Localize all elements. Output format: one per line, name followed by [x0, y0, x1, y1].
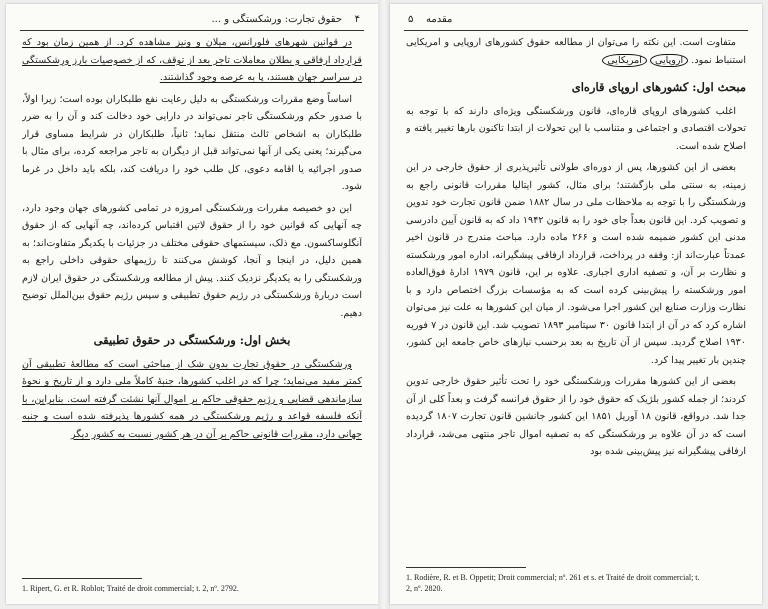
intro-text: متفاوت است. این نکته را می‌توان از مطالعه حقوق کشورهای اروپایی و امریکایی استنباط نمود. [406, 37, 746, 66]
paragraph: بعضی از این کشورها مقررات ورشکستگی خود را تحت تأثیر حقوق خارجی تدوین کردند؛ از جمله کشور بلژیک که حقوق خود را از حقوق فرانسه گرفت و بعداً کلی از آن جدا شد. درواقع، قانون ۱۸ آوریل ۱۸۵۱ این کشور جانشین قانون تجارت ۱۸۰۷ گردیده است که در آن علاوه بر ورشکستگی که به تصفیه اموال تاجر منتهی می‌شد، قرارداد ارفاقی پیشگیرانه نیز پیش‌بینی شده بود [406, 376, 746, 457]
page-header [404, 14, 748, 31]
right-page [390, 4, 762, 604]
footnote-text: 1. Rodière, R. et B. Oppetit; Droit commercial; nº. 261 et s. et Traité de droit commercial; t. [406, 573, 700, 582]
paragraph: اغلب کشورهای اروپای قاره‌ای، قانون ورشکستگی ویژه‌ای دارند که با توجه به تحولات اقتصادی و اجتماعی و متناسب با این تحولات از ابتدا تاکنون بارها تغییر یافته و اصلاح شده است. [406, 105, 746, 152]
circled-word: امریکایی [602, 54, 647, 67]
page-number: ۵ [408, 14, 414, 25]
running-title: حقوق تجارت: ورشکستگی و ... [211, 14, 342, 25]
section-heading: بخش اول: ورشکستگی در حقوق تطبیقی [93, 333, 291, 347]
intro-paragraph [406, 34, 746, 69]
footnote-text: 2, nº. 2820. [406, 584, 443, 593]
left-page [6, 4, 378, 604]
page-body [22, 34, 362, 564]
footnote-rule [406, 567, 526, 568]
section-heading: مبحث اول: کشورهای اروپای قاره‌ای [571, 80, 746, 94]
paragraph: این دو خصیصه مقررات ورشکستگی امروزه در تمامی کشورهای جهان وجود دارد، چه آنهایی که قوانین خود را از حقوق لاتین اقتباس کرده‌اند، چه آنهایی که از حقوق آنگلوساکسون. مع ذلک، سیستمهای حقوقی مختلف در جزئیات با یکدیگر متفاوت‌اند؛ به همین دلیل، در اینجا و آنجا، کوشش می‌کنند تا رژیمهای حقوقی داخلی راجع به ورشکستگی را به یکدیگر نزدیک کنند. پیش از مطالعه ورشکستگی در حقوق ایران لازم است دربارهٔ ورشکستگی در رژیم حقوق تطبیقی و سپس رژیم حقوق بین‌الملل توضیح دهیم. [22, 202, 362, 319]
footnote-text: 1. Ripert, G. et R. Roblot; Traité de droit commercial; t. 2, nº. 2792. [22, 584, 239, 593]
paragraph: بعضی از این کشورها، پس از دوره‌ای طولانی تأثیرپذیری از حقوق خارجی در این زمینه، به سنتی ملی بازگشتند؛ برای مثال، کشور ایتالیا مقررات قانونی راجع به ورشکستگی را با توجه به ملاحظات ملی در سال ۱۸۸۲ ضمن قانون تجارت خود تدوین و تصویب کرد. این قانون بعداً جای خود را به قانون ۱۹۴۲ داد که به قانون آیین دادرسی مدنی این کشور ضمیمه شده است و ۲۶۶ ماده دارد. مباحث مندرج در قانون اخیر عمدتاً عبارت‌اند از: وقفه در پرداخت، قرارداد ارفاقی پیشگیرانه، اداره امور ورشکسته و نظارت بر آن، و تصفیه اداری اجباری. علاوه بر این، قانون ۱۹۷۹ ادارهٔ فوق‌العاده امور ورشکسته را پیش‌بینی کرده است که به مؤسسات بزرگ اختصاص دارد و با نظارت وزارت صنایع این کشور اجرا می‌شود. از میان این کشورها به علت نیز می‌توان اشاره کرد که در آن از ابتدا قانون ۳۰ سپتامبر ۱۸۹۳ تصویب شد. این قانون در ۷ فوریه ۱۹۳۰ اصلاح گردید. سپس از آن تاریخ به بعد برحسب نیازهای خاص جامعه این کشور، چندین بار تغییر پیدا کرد. [406, 162, 746, 366]
paragraph: اساساً وضع مقررات ورشکستگی به دلیل رعایت نفع طلبکاران بوده است؛ زیرا اولاً، با صدور حکم ورشکستگی تاجر نمی‌تواند در دارایی خود دخالت کند و آن را به ضرر طلبکاران به اشخاص ثالث منتقل نماید؛ ثانیاً، طلبکاران در شرایط مساوی قرار می‌گیرند؛ یعنی یکی از آنها نمی‌تواند قبل از دیگران به تاجر مراجعه کرده، برای مثال با صدور اجرائیه یا اقامه دعوی، کل طلب خود را دریافت کند، بلکه باید داخل در غرما شود. [22, 93, 362, 192]
page-body [406, 34, 746, 564]
footnote [406, 567, 746, 594]
book-gutter [378, 0, 390, 609]
footnote [22, 578, 362, 594]
page-number: ۴ [354, 14, 360, 25]
paragraph: ورشکستگی در حقوق تجارت بدون شک از مباحثی است که مطالعهٔ تطبیقی آن کمتر مفید می‌نماید؛ چرا که در اغلب کشورها، جنبهٔ کاملاً ملی دارد و از تاریخ و نحوهٔ سازماندهی قضایی و رژیم حقوقی حاکم بر اموال آنها نشئت گرفته است. بنابراین، با آنکه فلسفه قواعد و رژیم ورشکستگی در همه کشورها پذیرفته شده است و جنبه جهانی دارد، مقررات قانونی حاکم بر آن در هر کشور نسبت به کشور دیگر [22, 358, 362, 440]
page-header [20, 14, 364, 31]
circled-word: اروپایی [650, 54, 688, 67]
footnote-rule [22, 578, 142, 579]
paragraph: در قوانین شهرهای فلورانس، میلان و ونیز مشاهده کرد. از همین زمان بود که قرارداد ارفاقی و بطلان معاملات تاجر بعد از توقف، که از خصوصیات بارز ورشکستگی در سراسر جهان هستند، پا به عرصه وجود گذاشتند. [22, 37, 362, 83]
running-title: مقدمه [426, 14, 453, 25]
